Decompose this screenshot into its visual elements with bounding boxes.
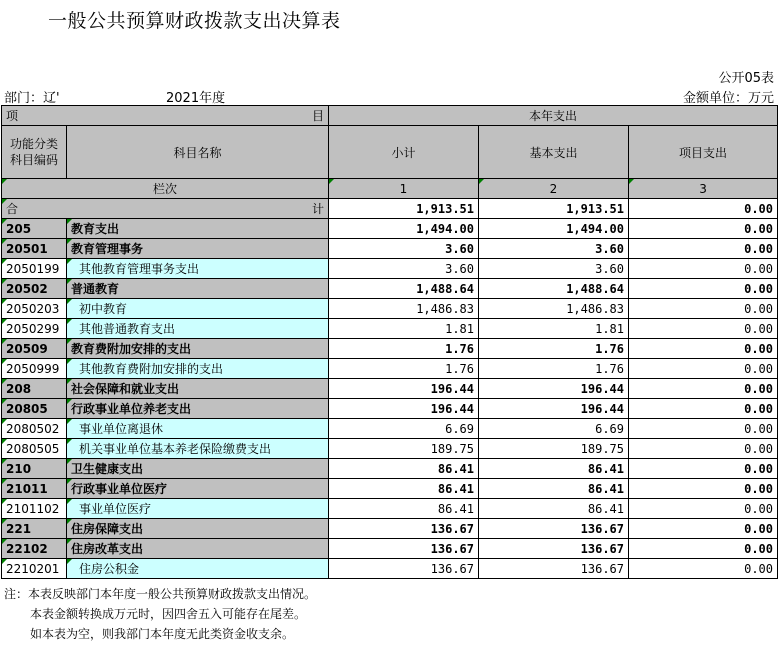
row-code: 2080505 [2, 439, 67, 459]
item-header-left: 项 [6, 109, 19, 123]
row-code: 22102 [2, 539, 67, 559]
row-subtotal: 86.41 [329, 459, 479, 479]
row-code: 221 [2, 519, 67, 539]
row-subtotal: 86.41 [329, 479, 479, 499]
column-number-1: 1 [329, 179, 479, 199]
row-code: 2101102 [2, 499, 67, 519]
row-code: 20502 [2, 279, 67, 299]
footnote-1: 注：本表反映部门本年度一般公共预算财政拨款支出情况。 [4, 587, 317, 601]
page-title: 一般公共预算财政拨款支出决算表 [48, 10, 341, 32]
table-row [2, 439, 778, 459]
row-name: 社会保障和就业支出 [67, 379, 329, 399]
header-row-2 [2, 126, 778, 179]
subtotal-header: 小计 [329, 126, 479, 179]
project-header: 项目支出 [629, 126, 778, 179]
row-project: 0.00 [629, 259, 778, 279]
row-project: 0.00 [629, 219, 778, 239]
basic-header: 基本支出 [479, 126, 629, 179]
row-name: 卫生健康支出 [67, 459, 329, 479]
column-number-2: 2 [479, 179, 629, 199]
table-row [2, 519, 778, 539]
row-name: 住房改革支出 [67, 539, 329, 559]
table-row [2, 219, 778, 239]
row-subtotal: 1,486.83 [329, 299, 479, 319]
table-row [2, 479, 778, 499]
code-header-line2: 科目编码 [9, 153, 58, 167]
row-code: 20501 [2, 239, 67, 259]
row-project: 0.00 [629, 339, 778, 359]
table-row [2, 499, 778, 519]
column-order-row [2, 179, 778, 199]
row-name: 其他普通教育支出 [67, 319, 329, 339]
row-project: 0.00 [629, 399, 778, 419]
row-basic: 3.60 [479, 239, 629, 259]
table-row [2, 359, 778, 379]
row-project: 0.00 [629, 499, 778, 519]
row-code: 20805 [2, 399, 67, 419]
table-row [2, 559, 778, 579]
department-line [4, 87, 226, 106]
table-row [2, 239, 778, 259]
row-code: 208 [2, 379, 67, 399]
table-row [2, 379, 778, 399]
subject-name-header: 科目名称 [67, 126, 329, 179]
row-basic: 136.67 [479, 519, 629, 539]
row-project: 0.00 [629, 379, 778, 399]
row-subtotal: 1.81 [329, 319, 479, 339]
row-name: 住房公积金 [67, 559, 329, 579]
row-subtotal: 189.75 [329, 439, 479, 459]
row-subtotal: 196.44 [329, 399, 479, 419]
row-basic: 1,494.00 [479, 219, 629, 239]
row-subtotal: 136.67 [329, 559, 479, 579]
row-subtotal: 86.41 [329, 499, 479, 519]
row-project: 0.00 [629, 279, 778, 299]
header-row-1 [2, 106, 778, 126]
row-name: 机关事业单位基本养老保险缴费支出 [67, 439, 329, 459]
table-row [2, 419, 778, 439]
row-basic: 136.67 [479, 539, 629, 559]
table-row [2, 399, 778, 419]
table-row [2, 459, 778, 479]
row-code: 2050999 [2, 359, 67, 379]
row-project: 0.00 [629, 239, 778, 259]
row-subtotal: 136.67 [329, 539, 479, 559]
row-project: 0.00 [629, 419, 778, 439]
row-basic: 1.76 [479, 359, 629, 379]
row-basic: 1.81 [479, 319, 629, 339]
row-basic: 189.75 [479, 439, 629, 459]
total-label-left: 合 [6, 202, 19, 216]
table-row [2, 299, 778, 319]
item-header-right: 目 [311, 109, 324, 123]
row-basic: 1,488.64 [479, 279, 629, 299]
current-year-header: 本年支出 [329, 106, 778, 126]
row-project: 0.00 [629, 519, 778, 539]
row-name: 行政事业单位医疗 [67, 479, 329, 499]
row-code: 20509 [2, 339, 67, 359]
row-name: 其他教育管理事务支出 [67, 259, 329, 279]
row-code: 2050199 [2, 259, 67, 279]
row-name: 事业单位医疗 [67, 499, 329, 519]
row-basic: 196.44 [479, 399, 629, 419]
row-basic: 1.76 [479, 339, 629, 359]
row-project: 0.00 [629, 459, 778, 479]
row-name: 初中教育 [67, 299, 329, 319]
row-project: 0.00 [629, 559, 778, 579]
row-basic: 196.44 [479, 379, 629, 399]
row-subtotal: 1.76 [329, 339, 479, 359]
table-row [2, 339, 778, 359]
total-project: 0.00 [629, 199, 778, 219]
row-name: 教育支出 [67, 219, 329, 239]
row-name: 事业单位离退休 [67, 419, 329, 439]
row-subtotal: 136.67 [329, 519, 479, 539]
code-header [2, 126, 67, 179]
expenditure-table [1, 105, 778, 579]
row-project: 0.00 [629, 359, 778, 379]
row-basic: 1,486.83 [479, 299, 629, 319]
fiscal-year: 2021年度 [166, 91, 226, 106]
department-label: 部门：辽' [4, 91, 60, 106]
row-name: 行政事业单位养老支出 [67, 399, 329, 419]
row-subtotal: 1,494.00 [329, 219, 479, 239]
row-name: 教育管理事务 [67, 239, 329, 259]
total-subtotal: 1,913.51 [329, 199, 479, 219]
row-code: 2050299 [2, 319, 67, 339]
row-subtotal: 1,488.64 [329, 279, 479, 299]
row-subtotal: 196.44 [329, 379, 479, 399]
row-name: 其他教育费附加安排的支出 [67, 359, 329, 379]
row-subtotal: 6.69 [329, 419, 479, 439]
row-code: 2210201 [2, 559, 67, 579]
row-project: 0.00 [629, 539, 778, 559]
row-project: 0.00 [629, 439, 778, 459]
row-name: 教育费附加安排的支出 [67, 339, 329, 359]
row-subtotal: 3.60 [329, 259, 479, 279]
column-order-label: 栏次 [2, 179, 329, 199]
footnote-2: 本表金额转换成万元时，因四舍五入可能存在尾差。 [30, 607, 307, 621]
table-row [2, 259, 778, 279]
item-header-cell [2, 106, 329, 126]
total-label-right: 计 [311, 202, 324, 216]
amount-unit: 金额单位：万元 [682, 91, 774, 106]
row-code: 21011 [2, 479, 67, 499]
row-code: 2050203 [2, 299, 67, 319]
row-basic: 6.69 [479, 419, 629, 439]
footnotes [4, 584, 316, 644]
footnote-3: 如本表为空，则我部门本年度无此类资金收支余。 [30, 627, 295, 641]
row-project: 0.00 [629, 319, 778, 339]
table-row [2, 539, 778, 559]
total-row [2, 199, 778, 219]
column-number-3: 3 [629, 179, 778, 199]
total-basic: 1,913.51 [479, 199, 629, 219]
row-code: 210 [2, 459, 67, 479]
table-row [2, 319, 778, 339]
row-project: 0.00 [629, 299, 778, 319]
row-name: 住房保障支出 [67, 519, 329, 539]
row-basic: 3.60 [479, 259, 629, 279]
row-basic: 86.41 [479, 499, 629, 519]
row-project: 0.00 [629, 479, 778, 499]
row-subtotal: 1.76 [329, 359, 479, 379]
row-basic: 136.67 [479, 559, 629, 579]
row-code: 2080502 [2, 419, 67, 439]
row-name: 普通教育 [67, 279, 329, 299]
row-basic: 86.41 [479, 459, 629, 479]
row-code: 205 [2, 219, 67, 239]
table-row [2, 279, 778, 299]
row-basic: 86.41 [479, 479, 629, 499]
code-header-line1: 功能分类 [9, 137, 58, 151]
row-subtotal: 3.60 [329, 239, 479, 259]
form-number: 公开05表 [718, 71, 774, 86]
total-label-cell [2, 199, 329, 219]
